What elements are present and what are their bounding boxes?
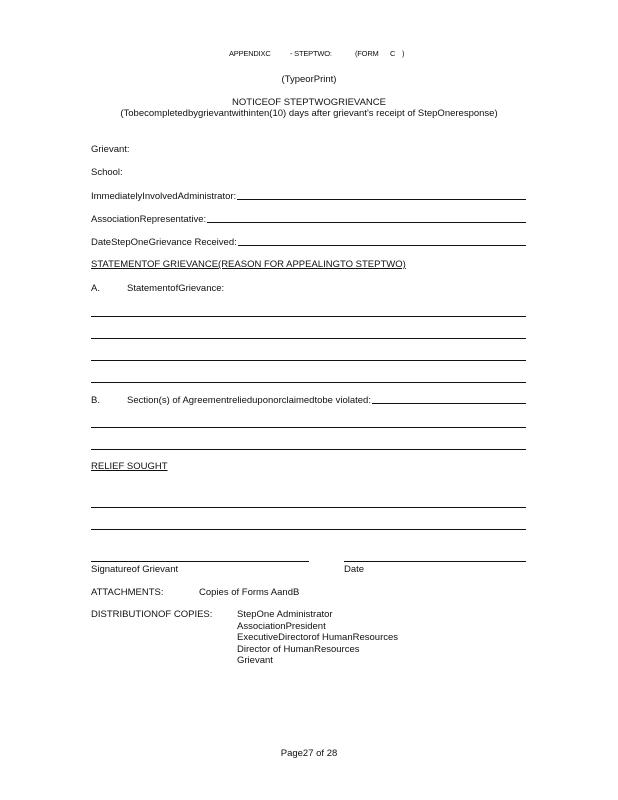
statement-line-4[interactable] (91, 382, 526, 383)
date-line[interactable] (344, 561, 526, 562)
distribution-item: AssociationPresident (237, 620, 326, 632)
notice-title: NOTICEOF STEPTWOGRIEVANCE (232, 97, 386, 108)
section-a-letter: A. (91, 283, 100, 294)
appendix-label: APPENDIXC (229, 49, 271, 58)
signature-label: Signatureof Grievant (91, 564, 179, 575)
type-or-print-note: (TypeorPrint) (281, 74, 337, 85)
distribution-label: DISTRIBUTIONOF COPIES: (91, 609, 213, 620)
page-number: Page27 of 28 (280, 748, 338, 759)
distribution-list (237, 609, 398, 667)
form-letter: C (390, 49, 396, 58)
section-b-label: Section(s) of Agreementrelieduponorclaimedtobe violated: (127, 395, 371, 406)
representative-input-line[interactable] (207, 222, 526, 223)
statement-line-2[interactable] (91, 338, 526, 339)
distribution-item: ExecutiveDirectorof HumanResources (237, 632, 399, 643)
notice-subtitle: (Tobecompletedbygrievantwithinten(10) days after grievant's receipt of StepOneresponse) (120, 108, 498, 119)
section-b-field[interactable] (127, 392, 526, 406)
relief-line-2[interactable] (91, 529, 526, 530)
representative-field-label: AssociationRepresentative: (91, 214, 207, 225)
form-close: ) (402, 49, 405, 58)
step-label: - STEPTWO: (290, 49, 332, 58)
section-b-letter: B. (91, 395, 100, 406)
relief-line-1[interactable] (91, 507, 526, 508)
attachments-label: ATTACHMENTS: (91, 587, 164, 598)
statement-heading: STATEMENTOF GRIEVANCE(REASON FOR APPEALINGTO STEPTWO) (91, 259, 406, 270)
date-label: Date (344, 564, 365, 575)
section-a-label: StatementofGrievance: (127, 283, 225, 294)
form-label: (FORM (355, 49, 379, 58)
statement-line-3[interactable] (91, 360, 526, 361)
date-received-input-line[interactable] (238, 245, 526, 246)
representative-field[interactable] (91, 211, 526, 225)
statement-line-1[interactable] (91, 316, 526, 317)
school-field-label: School: (91, 167, 123, 178)
administrator-field-label: ImmediatelyInvolvedAdministrator: (91, 191, 237, 202)
date-received-field[interactable] (91, 234, 526, 248)
distribution-item: Grievant (237, 655, 273, 666)
date-received-field-label: DateStepOneGrievance Received: (91, 237, 237, 248)
signature-line[interactable] (91, 561, 309, 562)
distribution-item: Director of HumanResources (237, 643, 360, 655)
distribution-item: StepOne Administrator (237, 609, 333, 620)
section-b-line-1[interactable] (91, 427, 526, 428)
administrator-field[interactable] (91, 188, 526, 202)
administrator-input-line[interactable] (237, 199, 526, 200)
section-b-input-line[interactable] (372, 403, 526, 404)
attachments-value: Copies of Forms AandB (199, 587, 300, 598)
grievant-field-label: Grievant: (91, 144, 130, 155)
section-b-line-2[interactable] (91, 449, 526, 450)
relief-heading: RELIEF SOUGHT (91, 461, 168, 472)
